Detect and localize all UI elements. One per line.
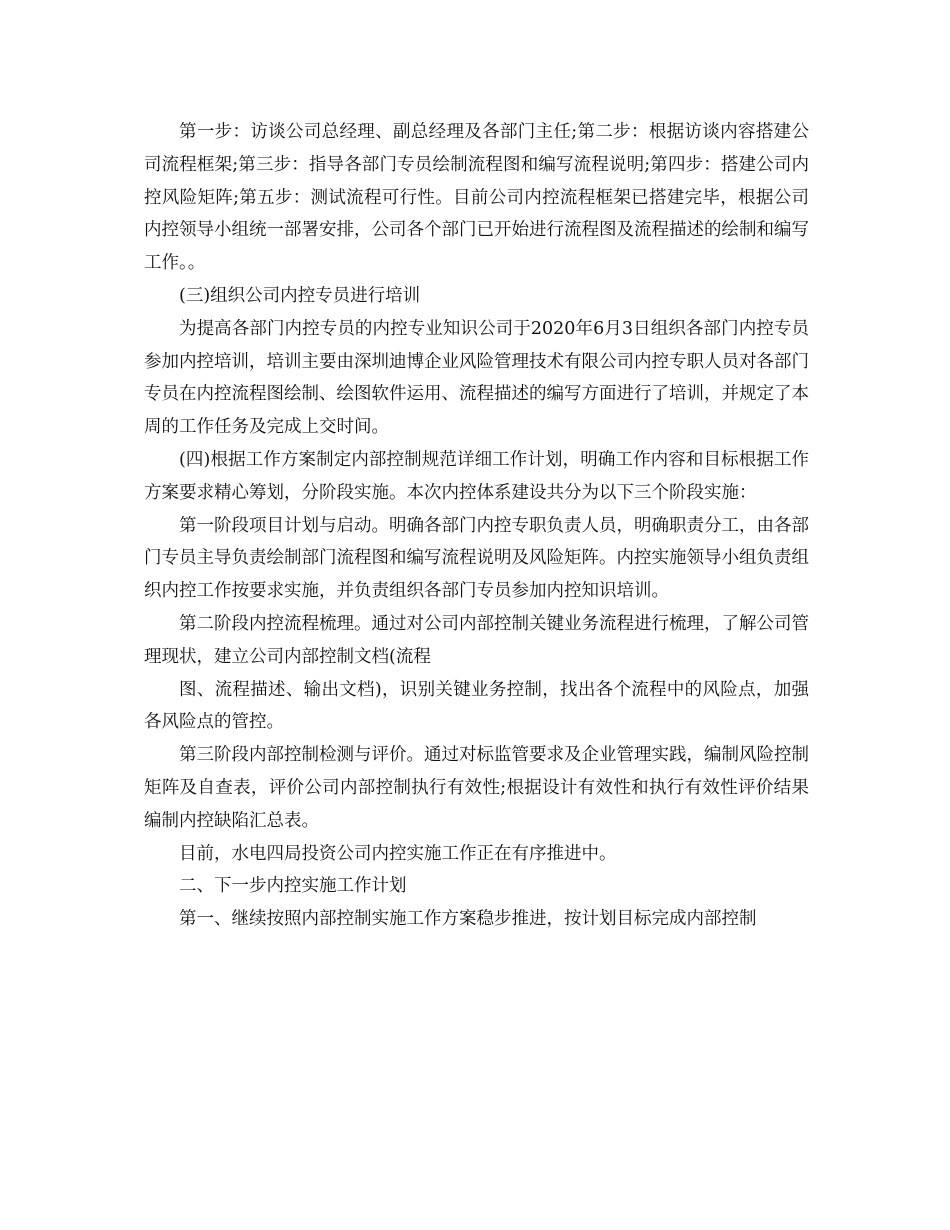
paragraph-work-plan: (四)根据工作方案制定内部控制规范详细工作计划，明确工作内容和目标根据工作方案要求精心筹划，分阶段实施。本次内控体系建设共分为以下三个阶段实施： xyxy=(144,449,809,503)
paragraph-phase-two-continued: 图、流程描述、输出文档)，识别关键业务控制，找出各个流程中的风险点，加强各风险点的管控。 xyxy=(144,679,809,733)
paragraph-training: 为提高各部门内控专员的内控专业知识公司于2020年6月3日组织各部门内控专员参加内控培训，培训主要由深圳迪博企业风险管理技术有限公司内控专职人员对各部门专员在内控流程图绘制、绘图软件运用、流程描述的编写方面进行了培训，并规定了本周的工作任务及完成上交时间。 xyxy=(144,318,809,438)
paragraph-process-steps: 第一步：访谈公司总经理、副总经理及各部门主任;第二步：根据访谈内容搭建公司流程框架;第三步：指导各部门专员绘制流程图和编写流程说明;第四步：搭建公司内控风险矩阵;第五步：测试流程可行性。目前公司内控流程框架已搭建完毕，根据公司内控领导小组统一部署安排，公司各个部门已开始进行流程图及流程描述的绘制和编写工作。。 xyxy=(144,122,809,274)
paragraph-phase-three: 第三阶段内部控制检测与评价。通过对标监管要求及企业管理实践，编制风险控制矩阵及自查表，评价公司内部控制执行有效性;根据设计有效性和执行有效性评价结果编制内控缺陷汇总表。 xyxy=(144,745,809,831)
heading-training: (三)组织公司内控专员进行培训 xyxy=(179,285,421,306)
heading-next-steps: 二、下一步内控实施工作计划 xyxy=(179,876,407,897)
paragraph-phase-one: 第一阶段项目计划与启动。明确各部门内控专职负责人员，明确职责分工，由各部门专员主导负责绘制部门流程图和编写流程说明及风险矩阵。内控实施领导小组负责组织内控工作按要求实施，并负责组织各部门专员参加内控知识培训。 xyxy=(144,515,809,602)
paragraph-current-status: 目前，水电四局投资公司内控实施工作正在有序推进中。 xyxy=(179,843,617,864)
document-body xyxy=(144,116,809,936)
paragraph-next-step-one: 第一、继续按照内部控制实施工作方案稳步推进，按计划目标完成内部控制 xyxy=(179,909,757,930)
paragraph-phase-two: 第二阶段内控流程梳理。通过对公司内部控制关键业务流程进行梳理，了解公司管理现状，建立公司内部控制文档(流程 xyxy=(144,613,809,667)
